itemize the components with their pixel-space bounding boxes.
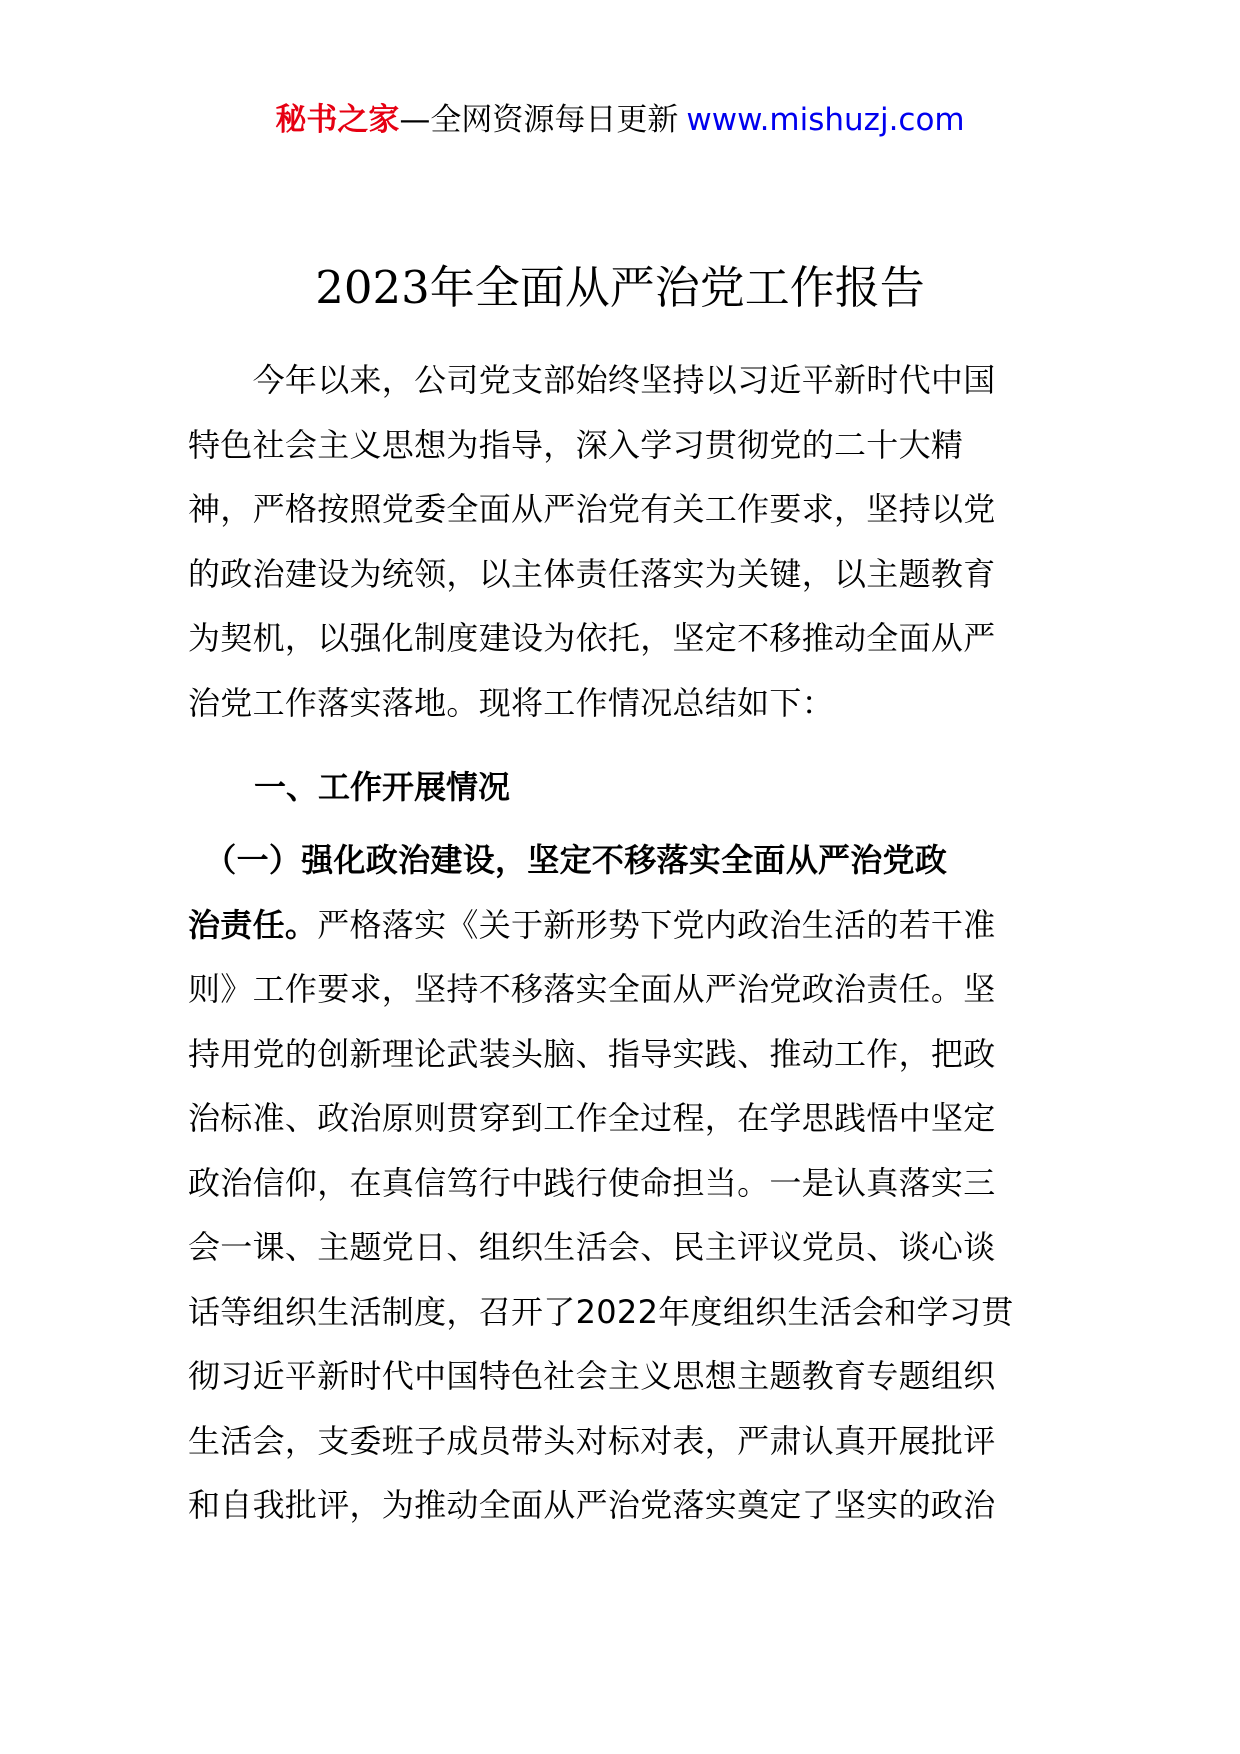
paragraph-line: 治标准、政治原则贯穿到工作全过程，在学思践悟中坚定 bbox=[188, 1099, 996, 1137]
header-slogan: —全网资源每日更新 bbox=[399, 102, 679, 138]
subsection-heading: （一）强化政治建设，坚定不移落实全面从严治党政 bbox=[188, 841, 948, 879]
paragraph-line: 彻习近平新时代中国特色社会主义思想主题教育专题组织 bbox=[188, 1357, 996, 1395]
paragraph-line: 神，严格按照党委全面从严治党有关工作要求，坚持以党 bbox=[188, 490, 996, 528]
paragraph-line: 政治信仰，在真信笃行中践行使命担当。一是认真落实三 bbox=[188, 1163, 996, 1202]
paragraph-line-text: 严格落实《关于新形势下党内政治生活的若干准 bbox=[317, 905, 996, 944]
paragraph-line: 为契机，以强化制度建设为依托，坚定不移推动全面从严 bbox=[188, 619, 996, 657]
paragraph-line: 持用党的创新理论武装头脑、指导实践、推动工作，把政 bbox=[188, 1034, 996, 1073]
website-link[interactable]: www.mishuzj.com bbox=[686, 102, 965, 138]
paragraph-line: 和自我批评，为推动全面从严治党落实奠定了坚实的政治 bbox=[188, 1486, 996, 1524]
paragraph-line: 会一课、主题党日、组织生活会、民主评议党员、谈心谈 bbox=[188, 1228, 996, 1266]
paragraph-line: 生活会，支委班子成员带头对标对表，严肃认真开展批评 bbox=[188, 1421, 996, 1460]
section-heading: 一、工作开展情况 bbox=[254, 768, 511, 806]
paragraph-line: 则》工作要求，坚持不移落实全面从严治党政治责任。坚 bbox=[188, 970, 996, 1008]
page-header bbox=[0, 100, 1240, 140]
paragraph-line: 治党工作落实落地。现将工作情况总结如下： bbox=[188, 683, 835, 722]
section-paragraph bbox=[188, 828, 1053, 1538]
brand-name: 秘书之家 bbox=[275, 102, 400, 138]
title-year: 2023 bbox=[315, 261, 430, 314]
document-title bbox=[0, 258, 1240, 318]
paragraph-line: 今年以来，公司党支部始终坚持以习近平新时代中国 bbox=[188, 361, 996, 399]
paragraph-line: 的政治建设为统领，以主体责任落实为关键，以主题教育 bbox=[188, 554, 996, 593]
paragraph-line bbox=[188, 893, 1053, 958]
paragraph-line: 话等组织生活制度，召开了2022年度组织生活会和学习贯 bbox=[188, 1292, 1014, 1331]
intro-paragraph bbox=[188, 348, 1053, 735]
paragraph-line: 特色社会主义思想为指导，深入学习贯彻党的二十大精 bbox=[188, 425, 964, 464]
subsection-heading-end: 治责任。 bbox=[188, 905, 318, 944]
title-text: 年全面从严治党工作报告 bbox=[429, 261, 925, 314]
